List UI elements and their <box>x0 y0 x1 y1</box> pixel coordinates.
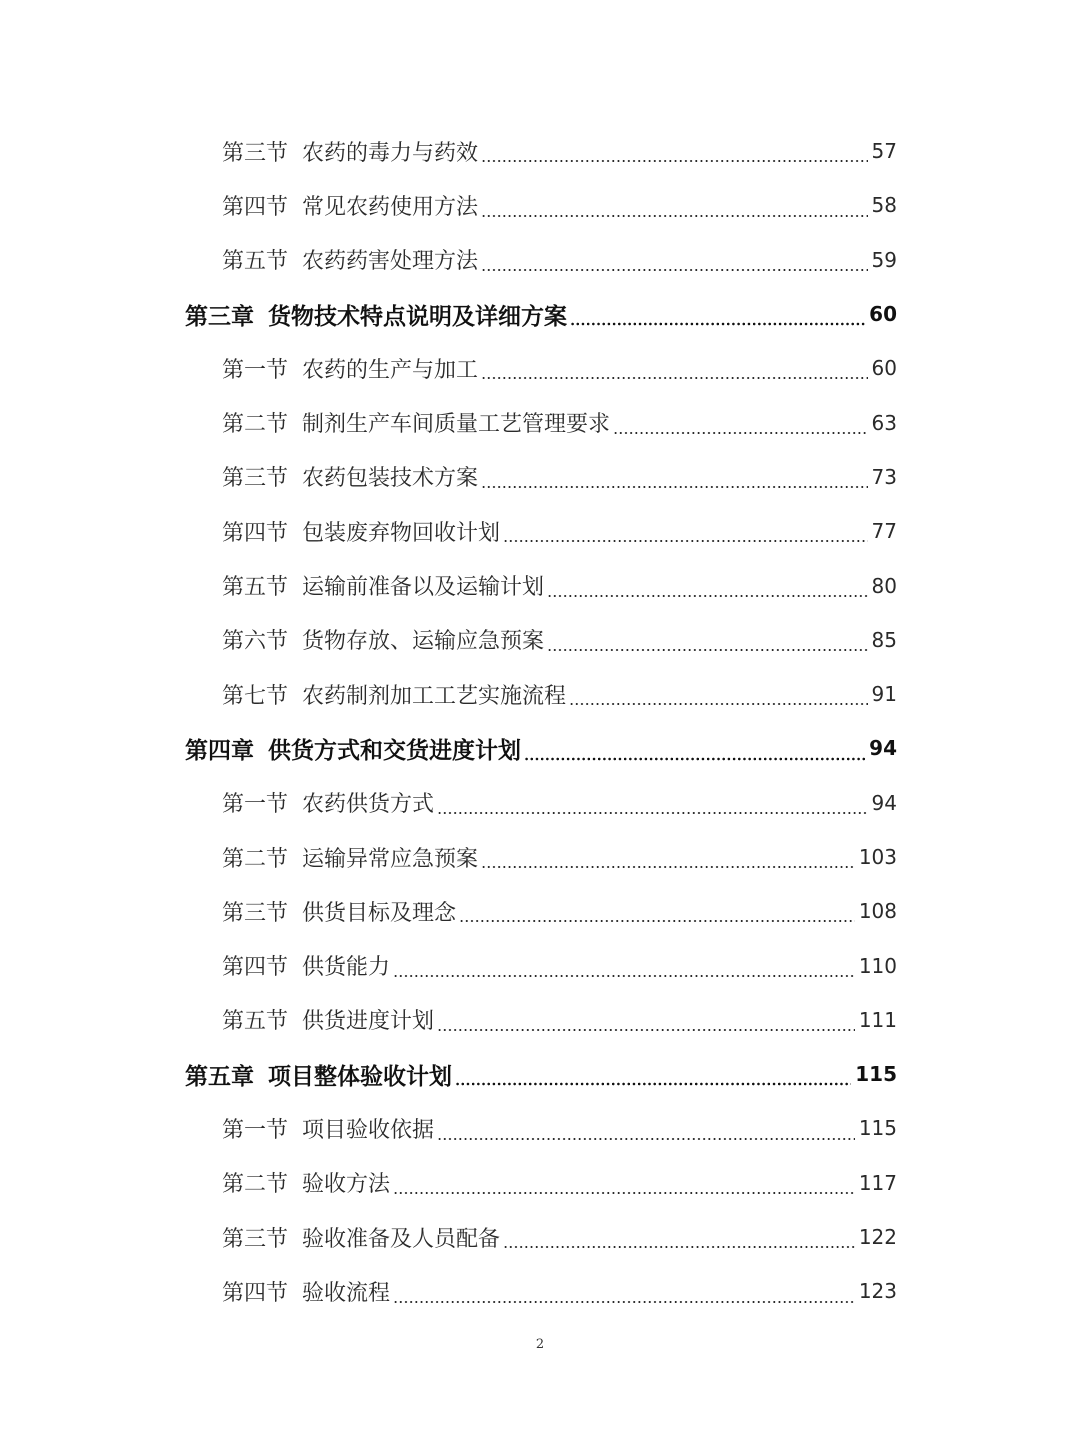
toc-section-entry <box>185 613 897 667</box>
toc-entry-page: 60 <box>871 356 897 381</box>
toc-section-entry <box>185 558 897 612</box>
toc-dot-leader <box>437 1136 855 1142</box>
toc-entry-page: 91 <box>871 682 897 707</box>
toc-entry-page: 60 <box>869 302 897 327</box>
toc-dot-leader <box>503 538 868 544</box>
toc-section-entry <box>185 884 897 938</box>
toc-entry-number: 第五节 <box>222 249 289 275</box>
toc-dot-leader <box>570 321 865 327</box>
toc-entry-number: 第一节 <box>222 357 289 383</box>
toc-section-entry <box>185 395 897 449</box>
toc-entry-title: 包装废弃物回收计划 <box>302 520 501 546</box>
toc-entry-title: 供货方式和交货进度计划 <box>268 736 521 764</box>
toc-entry-title: 运输异常应急预案 <box>302 846 479 872</box>
toc-entry-title: 货物存放、运输应急预案 <box>302 629 545 655</box>
toc-entry-page: 63 <box>871 410 897 435</box>
toc-section-entry <box>185 776 897 830</box>
toc-entry-page: 117 <box>858 1170 897 1195</box>
toc-dot-leader <box>393 1190 855 1196</box>
toc-entry-number: 第六节 <box>222 629 289 655</box>
toc-dot-leader <box>547 593 868 599</box>
toc-section-entry <box>185 1156 897 1210</box>
toc-entry-number: 第四节 <box>222 520 289 546</box>
toc-entry-number: 第五节 <box>222 1009 289 1035</box>
toc-section-entry <box>185 233 897 287</box>
toc-section-entry <box>185 993 897 1047</box>
toc-entry-title: 农药的生产与加工 <box>302 357 479 383</box>
toc-entry-number: 第三节 <box>222 140 289 166</box>
toc-entry-number: 第四节 <box>222 955 289 981</box>
toc-entry-title: 农药药害处理方法 <box>302 249 479 275</box>
toc-entry-number: 第二节 <box>222 1172 289 1198</box>
toc-dot-leader <box>393 973 855 979</box>
toc-entry-page: 73 <box>871 464 897 489</box>
toc-section-entry <box>185 1210 897 1264</box>
toc-section-entry <box>185 124 897 178</box>
toc-entry-title: 供货目标及理念 <box>302 900 457 926</box>
toc-section-entry <box>185 504 897 558</box>
toc-entry-title: 农药包装技术方案 <box>302 466 479 492</box>
toc-section-entry <box>185 1264 897 1318</box>
toc-entry-title: 验收方法 <box>302 1172 391 1198</box>
toc-chapter-entry <box>185 721 897 775</box>
toc-entry-number: 第二节 <box>222 846 289 872</box>
toc-entry-number: 第一节 <box>222 1117 289 1143</box>
toc-entry-title: 项目验收依据 <box>302 1117 435 1143</box>
toc-section-entry <box>185 938 897 992</box>
toc-entry-page: 103 <box>858 845 897 869</box>
toc-entry-page: 59 <box>871 247 897 272</box>
toc-entry-page: 110 <box>858 953 897 978</box>
toc-dot-leader <box>481 864 855 870</box>
toc-entry-title: 验收流程 <box>302 1280 391 1306</box>
toc-chapter-entry <box>185 1047 897 1101</box>
toc-entry-number: 第三节 <box>222 1226 289 1252</box>
toc-entry-page: 58 <box>871 193 897 218</box>
toc-entry-number: 第四章 <box>185 736 254 764</box>
toc-entry-number: 第五章 <box>185 1062 254 1090</box>
toc-dot-leader <box>569 701 868 707</box>
toc-entry-page: 115 <box>858 1116 897 1141</box>
toc-entry-title: 农药供货方式 <box>302 792 435 818</box>
toc-entry-number: 第三节 <box>222 900 289 926</box>
toc-entry-title: 项目整体验收计划 <box>268 1062 452 1090</box>
toc-entry-page: 111 <box>858 1007 897 1032</box>
toc-entry-number: 第四节 <box>222 194 289 220</box>
toc-section-entry <box>185 667 897 721</box>
toc-dot-leader <box>547 647 868 653</box>
toc-dot-leader <box>459 918 855 924</box>
toc-entry-page: 108 <box>858 899 897 924</box>
toc-entry-number: 第一节 <box>222 792 289 818</box>
toc-entry-number: 第五节 <box>222 575 289 601</box>
toc-dot-leader <box>613 430 868 436</box>
toc-section-entry <box>185 450 897 504</box>
toc-dot-leader <box>481 158 868 164</box>
toc-dot-leader <box>481 267 868 273</box>
toc-entry-title: 运输前准备以及运输计划 <box>302 575 545 601</box>
toc-entry-page: 94 <box>869 736 897 761</box>
table-of-contents <box>185 124 897 1319</box>
toc-entry-title: 农药的毒力与药效 <box>302 140 479 166</box>
toc-dot-leader <box>437 1027 855 1033</box>
toc-entry-number: 第七节 <box>222 683 289 709</box>
toc-entry-page: 94 <box>871 790 897 815</box>
toc-entry-number: 第三章 <box>185 302 254 330</box>
toc-entry-title: 常见农药使用方法 <box>302 194 479 220</box>
toc-dot-leader <box>481 484 868 490</box>
toc-entry-page: 123 <box>858 1279 897 1304</box>
toc-section-entry <box>185 178 897 232</box>
toc-entry-title: 制剂生产车间质量工艺管理要求 <box>302 412 611 438</box>
toc-entry-page: 85 <box>871 627 897 652</box>
page-number-footer: 2 <box>535 1337 545 1352</box>
toc-entry-title: 验收准备及人员配备 <box>302 1226 501 1252</box>
toc-section-entry <box>185 830 897 884</box>
toc-entry-page: 57 <box>871 139 897 164</box>
toc-entry-page: 80 <box>871 573 897 598</box>
toc-section-entry <box>185 1101 897 1155</box>
toc-entry-page: 122 <box>858 1225 897 1250</box>
toc-entry-number: 第二节 <box>222 412 289 438</box>
toc-chapter-entry <box>185 287 897 341</box>
toc-entry-page: 115 <box>855 1062 897 1087</box>
toc-entry-number: 第三节 <box>222 466 289 492</box>
toc-dot-leader <box>481 213 868 219</box>
toc-dot-leader <box>503 1244 855 1250</box>
toc-dot-leader <box>393 1299 855 1305</box>
toc-entry-title: 农药制剂加工工艺实施流程 <box>302 683 567 709</box>
toc-entry-number: 第四节 <box>222 1280 289 1306</box>
toc-entry-title: 供货进度计划 <box>302 1009 435 1035</box>
toc-dot-leader <box>455 1081 851 1087</box>
toc-dot-leader <box>481 375 868 381</box>
toc-dot-leader <box>437 810 868 816</box>
toc-entry-page: 77 <box>871 519 897 544</box>
toc-dot-leader <box>524 756 865 762</box>
toc-entry-title: 货物技术特点说明及详细方案 <box>268 302 567 330</box>
toc-entry-title: 供货能力 <box>302 955 391 981</box>
toc-section-entry <box>185 341 897 395</box>
